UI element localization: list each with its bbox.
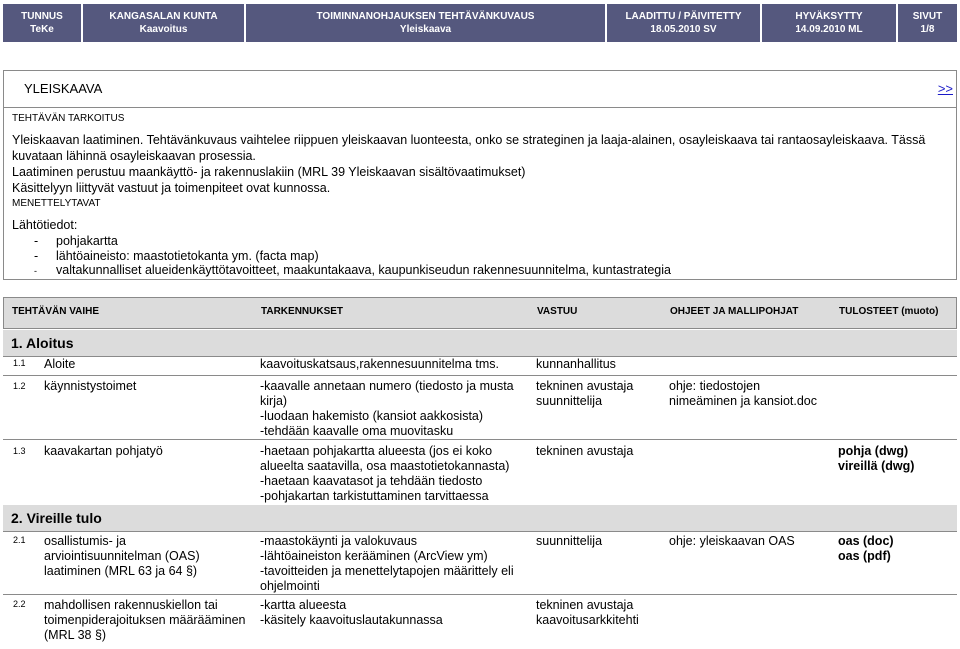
header-value: TeKe: [30, 24, 54, 35]
header-cell-pages: [898, 4, 957, 42]
task-section: [3, 70, 957, 280]
header-value: Kaavoitus: [139, 24, 188, 35]
header-label: SIVUT: [912, 11, 943, 22]
row-responsibility: tekninen avustaja kaavoitusarkkitehti: [536, 598, 639, 627]
header-label: HYVÄKSYTTY: [795, 11, 863, 22]
row-responsibility: tekninen avustaja: [536, 444, 634, 458]
table-header: [3, 297, 957, 329]
purpose-line: kuvataan lähinnä osayleiskaavan prosessia.: [12, 149, 256, 163]
source-heading: Lähtötiedot:: [12, 218, 78, 232]
row-details: -kaavalle annetaan numero (tiedosto ja musta kirja) -luodaan hakemisto (kansiot aakkosista) -tehdään kaavalle oma muovitasku: [260, 379, 514, 438]
phase-title: 1. Aloitus: [11, 335, 74, 351]
header-cell-municipality: [83, 4, 246, 42]
row-divider: [3, 375, 957, 376]
row-divider: [3, 594, 957, 595]
col-header-details: TARKENNUKSET: [261, 306, 344, 317]
row-guide: ohje: yleiskaavan OAS: [669, 534, 795, 548]
phase-row: [3, 505, 957, 531]
header-cell-document: [246, 4, 607, 42]
purpose-line: Yleiskaavan laatiminen. Tehtävänkuvaus vaihtelee riippuen yleiskaavan luonteesta, onko se strateginen ja laaja-alainen, osayleiskaava tai rantaosayleiskaava. Tässä: [12, 133, 926, 147]
col-header-phase: TEHTÄVÄN VAIHE: [12, 306, 100, 317]
row-number: 2.1: [13, 535, 26, 545]
row-number: 1.1: [13, 358, 26, 368]
row-divider: [3, 439, 957, 440]
next-page-link[interactable]: >>: [937, 81, 953, 96]
header-cell-approved: [762, 4, 898, 42]
divider: [4, 107, 956, 108]
purpose-line: Käsittelyyn liittyvät vastuut ja toimenpiteet ovat kunnossa.: [12, 181, 331, 195]
header-label: TUNNUS: [21, 11, 63, 22]
row-number: 2.2: [13, 599, 26, 609]
section-title: YLEISKAAVA: [24, 81, 103, 96]
row-responsibility: tekninen avustaja suunnittelija: [536, 379, 634, 408]
col-header-guides: OHJEET JA MALLIPOHJAT: [670, 306, 799, 317]
row-outputs: pohja (dwg) vireillä (dwg): [838, 444, 915, 473]
col-header-outputs: TULOSTEET (muoto): [839, 306, 939, 317]
header-value: 18.05.2010 SV: [650, 24, 717, 35]
document-header: [3, 4, 957, 42]
phase-title: 2. Vireille tulo: [11, 510, 102, 526]
row-task: Aloite: [44, 357, 76, 371]
row-responsibility: suunnittelija: [536, 534, 603, 548]
header-label: LAADITTU / PÄIVITETTY: [625, 11, 742, 22]
row-task: osallistumis- ja arviointisuunnitelman (OAS) laatiminen (MRL 63 ja 64 §): [44, 534, 200, 578]
row-details: kaavoituskatsaus,rakennesuunnitelma tms.: [260, 357, 500, 371]
header-value: 1/8: [920, 24, 935, 35]
purpose-label: TEHTÄVÄN TARKOITUS: [12, 113, 125, 124]
row-task: kaavakartan pohjatyö: [44, 444, 163, 458]
row-divider: [3, 531, 957, 532]
header-cell-id: [3, 4, 83, 42]
header-cell-created: [607, 4, 762, 42]
row-number: 1.2: [13, 381, 26, 391]
header-label: KANGASALAN KUNTA: [109, 11, 218, 22]
phase-row: [3, 330, 957, 356]
row-number: 1.3: [13, 446, 26, 456]
row-responsibility: kunnanhallitus: [536, 357, 616, 371]
bullet-item: - pohjakartta: [34, 234, 118, 248]
row-details: -maastokäynti ja valokuvaus -lähtöaineiston kerääminen (ArcView ym) -tavoitteiden ja menettelytapojen määrittely eli ohjelmointi: [260, 534, 514, 593]
col-header-responsibility: VASTUU: [537, 306, 578, 317]
methods-label: MENETTELYTAVAT: [12, 198, 101, 209]
row-task: käynnistystoimet: [44, 379, 137, 393]
header-label: TOIMINNANOHJAUKSEN TEHTÄVÄNKUVAUS: [316, 11, 535, 22]
row-guide: ohje: tiedostojen nimeäminen ja kansiot.doc: [669, 379, 817, 408]
row-task: mahdollisen rakennuskiellon tai toimenpiderajoituksen määrääminen (MRL 38 §): [44, 598, 246, 642]
purpose-line: Laatiminen perustuu maankäyttö- ja rakennuslakiin (MRL 39 Yleiskaavan sisältövaatimukset): [12, 165, 526, 179]
row-details: -kartta alueesta -käsitely kaavoituslautakunnassa: [260, 598, 443, 627]
bullet-item: - valtakunnalliset alueidenkäyttötavoitteet, maakuntakaava, kaupunkiseudun rakennesuunnitelma, kuntastrategia: [34, 263, 671, 277]
row-outputs: oas (doc) oas (pdf): [838, 534, 894, 563]
header-value: 14.09.2010 ML: [795, 24, 863, 35]
row-details: -haetaan pohjakartta alueesta (jos ei koko alueelta saatavilla, osa maastotietokannasta) -haetaan kaavatasot ja tehdään tiedosto -pohjakartan tarkistuttaminen tarvittaessa: [260, 444, 510, 503]
bullet-item: - lähtöaineisto: maastotietokanta ym. (facta map): [34, 249, 319, 263]
header-value: Yleiskaava: [399, 24, 452, 35]
